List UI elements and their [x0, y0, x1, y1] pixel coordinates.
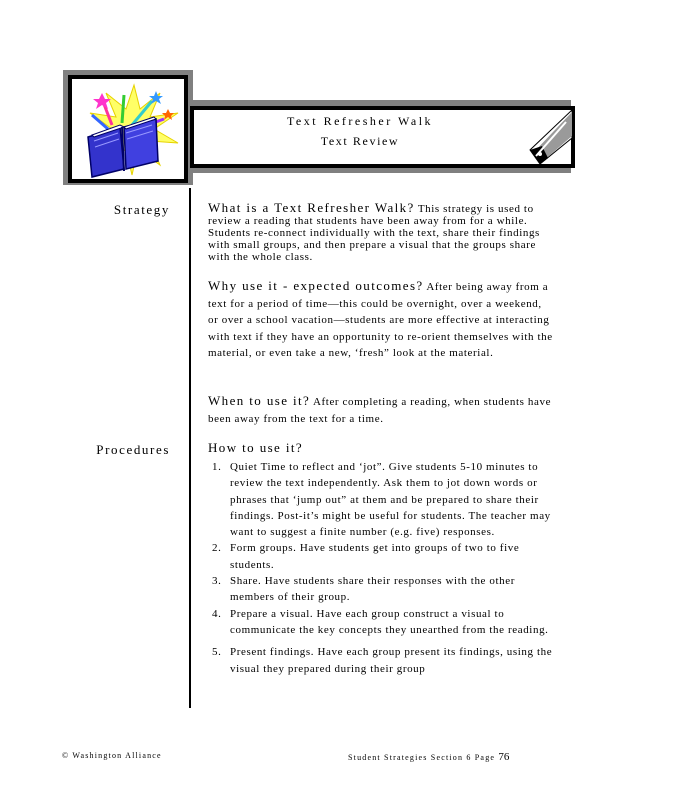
procedure-steps [208, 459, 558, 677]
footer-page-info [348, 751, 509, 763]
list-item: 3. Share. Have students share their responses with the other members of their group. [212, 575, 515, 604]
fountain-pen-nib-icon [528, 108, 574, 166]
list-item: 1. Quiet Time to reflect and ‘jot”. Give students 5-10 minutes to review the text independently. Ask them to jot down words or phrases that ‘jump out” at them and be prepared to share their findings. Post-it’s might be useful for students. The teacher may want to suggest a finite number (e.g. five) responses. [212, 461, 551, 539]
what-heading: What is a Text Refresher Walk? [208, 200, 415, 215]
procedures-label: Procedures [96, 442, 170, 457]
page-subtitle: Text Review [320, 134, 400, 148]
list-item: 2. Form groups. Have students get into groups of two to five students. [212, 542, 520, 571]
open-book-with-sparkles-icon [72, 79, 184, 179]
strategy-label: Strategy [113, 202, 170, 217]
how-heading: How to use it? [208, 440, 304, 455]
list-item: 5. Present findings. Have each group present its findings, using the visual they prepared during their group [212, 646, 553, 675]
what-section [208, 202, 553, 263]
page-title: Text Refresher Walk [286, 114, 434, 128]
why-heading: Why use it - expected outcomes? [208, 278, 424, 293]
page-number: 76 [498, 751, 510, 763]
why-section [208, 278, 553, 362]
why-body: After being away from a text for a period of time—this could be overnight, over a weekend, or over a school vacation—students are more effective at interacting with text if they have an opportunity to re-orient themselves with the material, or even take a new, ‘fresh” look at the material. [208, 281, 553, 360]
when-heading: When to use it? [208, 393, 311, 408]
list-item: 4. Prepare a visual. Have each group construct a visual to communicate the key concepts they unearthed from the reading. [212, 607, 549, 636]
when-body: After completing a reading, when students have been away from the text for a time. [208, 396, 552, 425]
what-body: This strategy is used to review a reading that students have been away from for a while. Students re-connect individually with the text, share their findings with small groups, and then prepare a visual that the groups share with the whole class. [208, 203, 540, 263]
when-section [208, 393, 553, 427]
book-image-frame [68, 75, 188, 183]
column-divider [189, 188, 191, 708]
footer-copyright: © Washington Alliance [62, 751, 162, 760]
footer-section-text: Student Strategies Section 6 Page [348, 753, 499, 762]
